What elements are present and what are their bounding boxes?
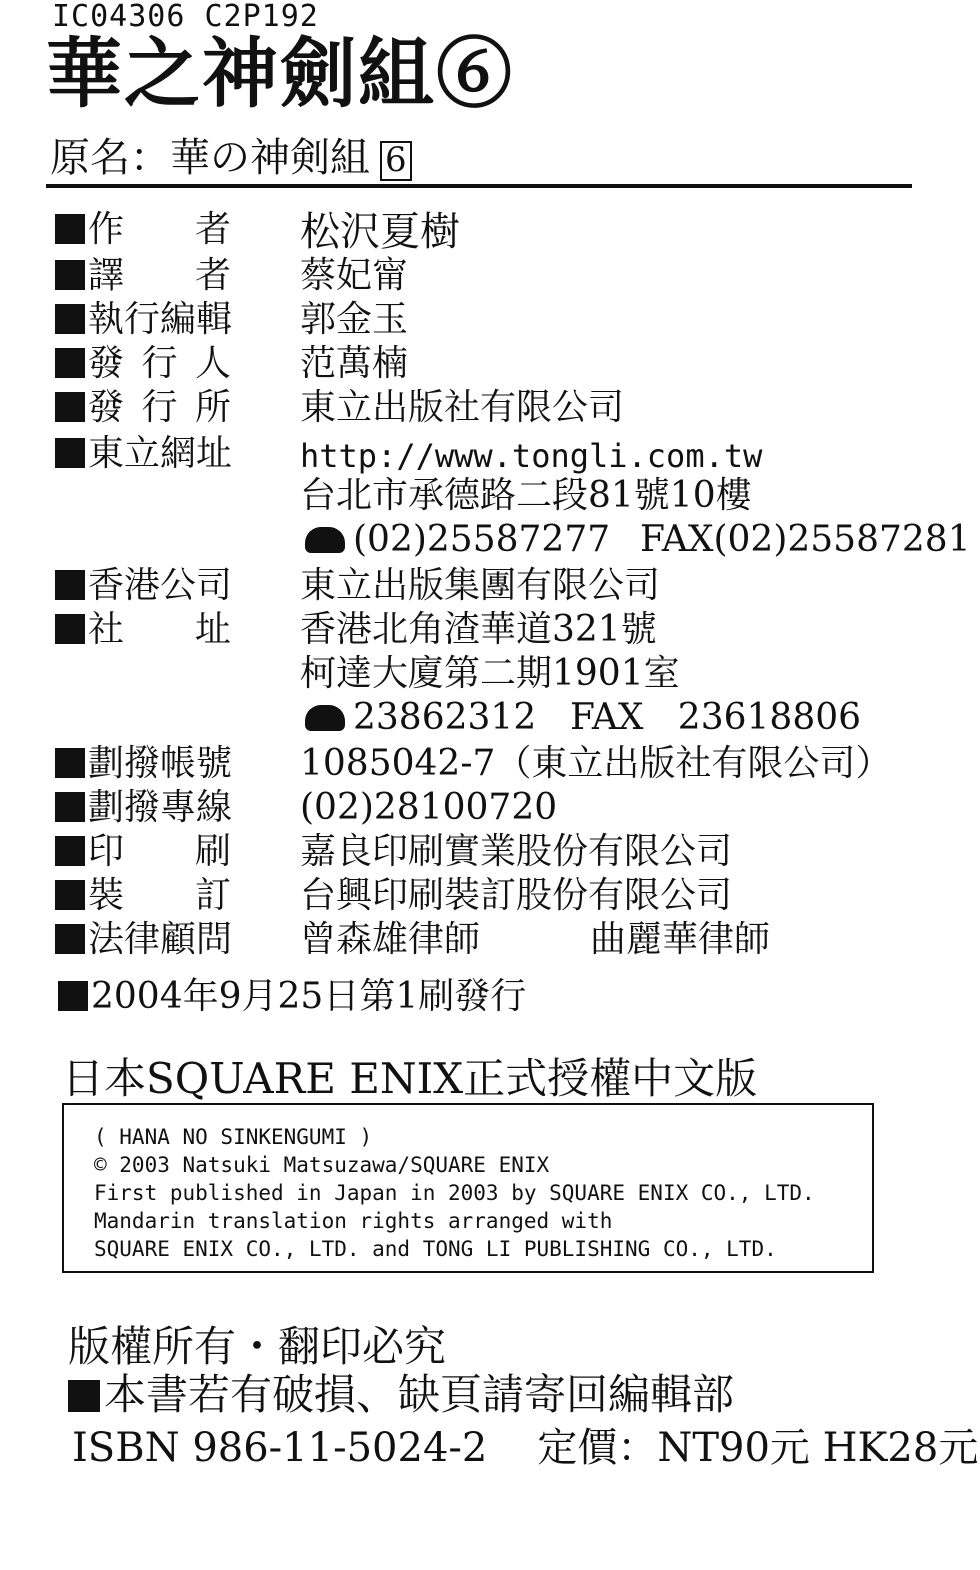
bullet-square-icon: [55, 304, 85, 334]
bullet-square-icon: [55, 748, 85, 778]
catalog-code: IC04306 C2P192: [52, 0, 319, 34]
copyright-box: [62, 1103, 874, 1273]
publisher-phone: (02)25587277: [305, 522, 610, 558]
credit-label: 印刷: [55, 834, 233, 870]
bullet-square-icon: [55, 260, 85, 290]
credit-label: 香港公司: [55, 568, 233, 604]
bullet-square-icon: [55, 348, 85, 378]
isbn-price-line: [72, 1425, 979, 1471]
telephone-icon: [305, 527, 345, 553]
price: 定價：NT90元 HK28元: [537, 1425, 979, 1471]
credit-label: 發行人: [55, 346, 233, 382]
bullet-square-icon: [58, 981, 88, 1011]
bullet-square-icon: [68, 1380, 100, 1412]
credit-label: 作者: [55, 212, 233, 248]
hk-address-line1: 香港北角渣華道321號: [300, 609, 657, 650]
bullet-square-icon: [55, 570, 85, 600]
bullet-square-icon: [55, 214, 85, 244]
credit-value: 東立出版社有限公司: [300, 387, 625, 428]
credit-label: 發行所: [55, 390, 233, 426]
license-heading: 日本SQUARE ENIX正式授權中文版: [62, 1054, 758, 1103]
publisher-address: 台北市承德路二段81號10樓: [300, 475, 752, 516]
original-title: 華の神剣組: [170, 135, 370, 181]
bullet-square-icon: [55, 438, 85, 468]
credit-value: 東立出版集團有限公司: [300, 565, 661, 606]
copyright-line: © 2003 Natsuki Matsuzawa/SQUARE ENIX: [94, 1153, 550, 1177]
credit-value: 范萬楠: [300, 343, 409, 384]
credit-label: 東立網址: [55, 436, 233, 472]
isbn: ISBN 986-11-5024-2: [72, 1425, 488, 1471]
original-title-label: 原名：: [50, 135, 170, 181]
hk-fax: FAX 23618806: [570, 697, 862, 738]
original-title-line: [50, 135, 412, 181]
original-volume-badge: 6: [380, 141, 412, 181]
credit-value: 台興印刷裝訂股份有限公司: [300, 875, 733, 916]
credit-label: 社址: [55, 612, 233, 648]
bullet-square-icon: [55, 792, 85, 822]
publication-date: 2004年9月25日第1刷發行: [58, 968, 526, 1019]
credit-value: 1085042-7（東立出版社有限公司）: [300, 743, 892, 784]
bullet-square-icon: [55, 392, 85, 422]
credit-label: 法律顧問: [55, 922, 233, 958]
credit-value: (02)28100720: [300, 787, 558, 828]
credit-label: 劃撥專線: [55, 790, 233, 826]
credit-value: 嘉良印刷實業股份有限公司: [300, 831, 733, 872]
bullet-square-icon: [55, 614, 85, 644]
credit-label: 執行編輯: [55, 302, 233, 338]
bullet-square-icon: [55, 924, 85, 954]
publisher-fax: FAX(02)25587281: [640, 519, 971, 560]
copyright-line: ( HANA NO SINKENGUMI ): [94, 1125, 373, 1149]
copyright-line: First published in Japan in 2003 by SQUARE ENIX CO., LTD.: [94, 1181, 815, 1205]
credit-label: 劃撥帳號: [55, 746, 233, 782]
hk-phone: 23862312: [305, 700, 536, 736]
website-url: http://www.tongli.com.tw: [300, 437, 763, 475]
credit-value: 松沢夏樹: [300, 209, 460, 255]
credit-label: 裝訂: [55, 878, 233, 914]
lawyer-2: 曲麗華律師: [590, 919, 771, 960]
rights-reserved: 版權所有・翻印必究: [68, 1322, 447, 1371]
hk-address-line2: 柯達大廈第二期1901室: [300, 653, 680, 694]
return-note: 本書若有破損、缺頁請寄回編輯部: [68, 1374, 734, 1416]
header-divider: [46, 184, 912, 188]
bullet-square-icon: [55, 880, 85, 910]
bullet-square-icon: [55, 836, 85, 866]
credit-value: 蔡妃甯: [300, 255, 409, 296]
book-title: 華之神劍組⑥: [46, 29, 514, 118]
credit-value: 郭金玉: [300, 299, 409, 340]
copyright-line: Mandarin translation rights arranged with: [94, 1209, 613, 1233]
telephone-icon: [305, 705, 345, 731]
lawyer-1: 曾森雄律師: [300, 919, 481, 960]
copyright-line: SQUARE ENIX CO., LTD. and TONG LI PUBLISHING CO., LTD.: [94, 1237, 777, 1261]
credit-label: 譯者: [55, 258, 233, 294]
